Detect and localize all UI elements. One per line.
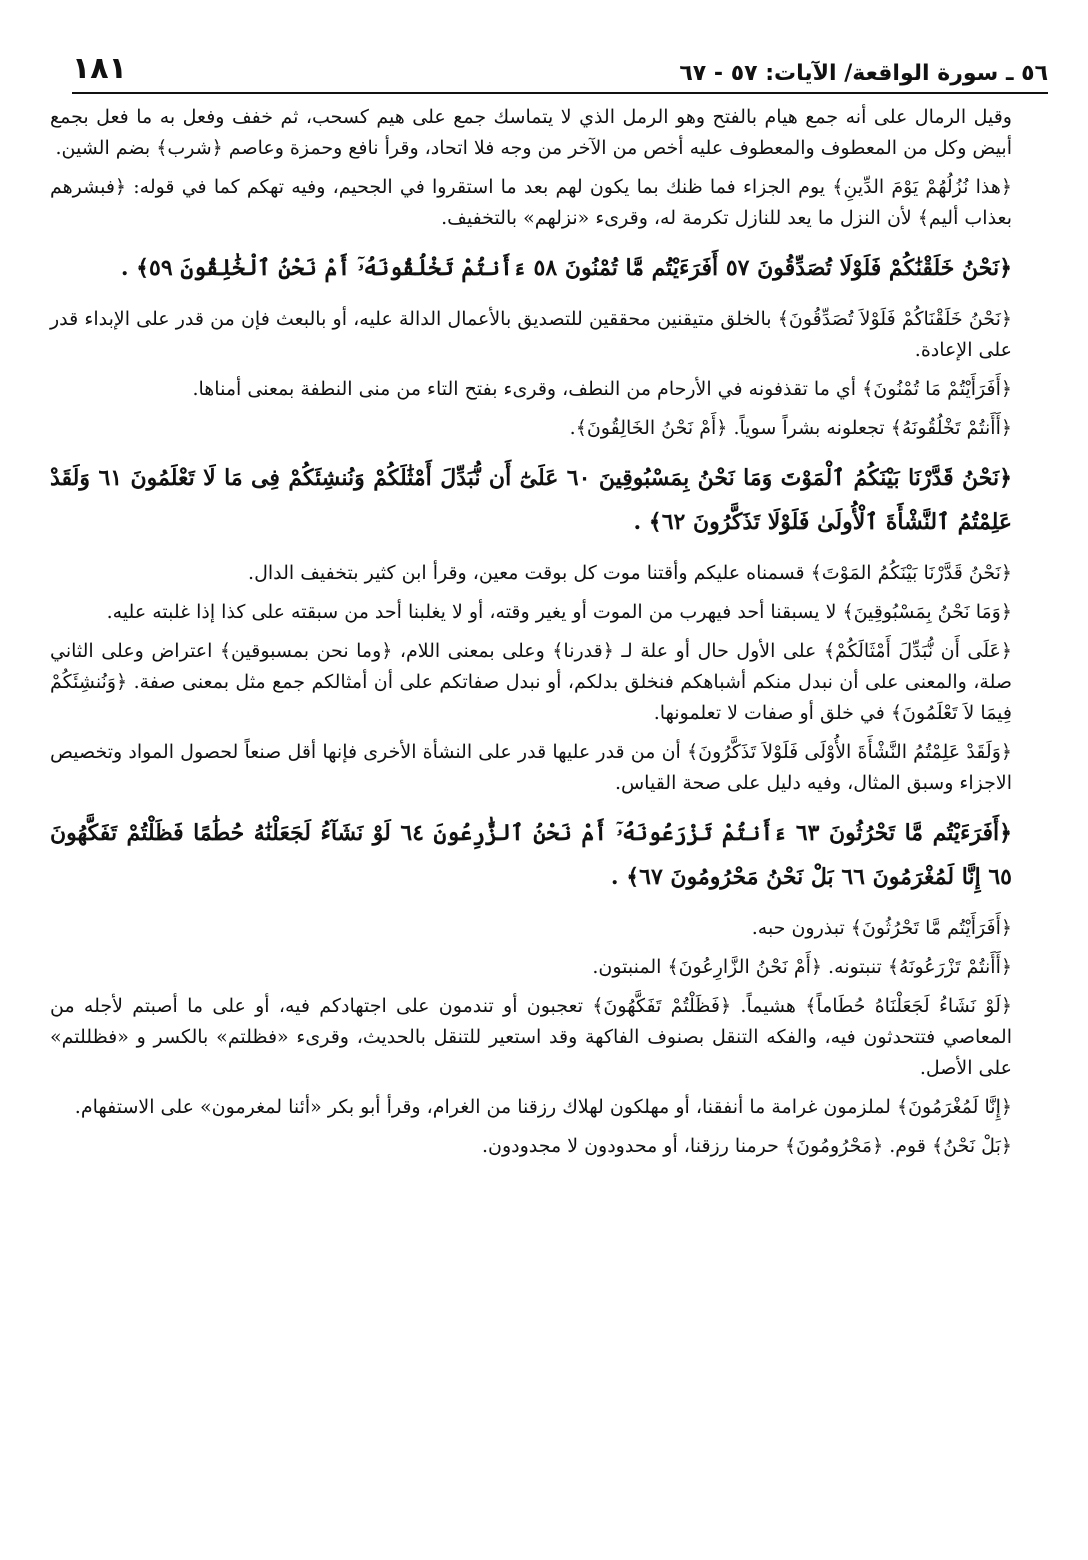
commentary-paragraph: ﴿نَحْنُ خَلَقْنَاكُمْ فَلَوْلاَ تُصَدِّقُونَ﴾ بالخلق متيقنين محققين للتصديق بالأعمال الدالة عليه، أو بالبعث فإن من قدر على الإبداء قدر على الإعادة. <box>50 308 1012 361</box>
quran-verse-block: ﴿أَفَرَءَيْتُم مَّا تَحْرُثُونَ ٦٣ ءَأَنتُمْ تَزْرَعُونَهُۥٓ أَمْ نَحْنُ ٱلزَّٰرِعُونَ ٦٤ لَوْ نَشَآءُ لَجَعَلْنَٰهُ حُطَٰمًا فَظَلْتُمْ تَفَكَّهُونَ ٦٥ إِنَّا لَمُغْرَمُونَ ٦٦ بَلْ نَحْنُ مَحْرُومُونَ ٦٧﴾ . <box>50 820 1012 890</box>
commentary-paragraph: ﴿هذا نُزُلُهُمْ يَوْمَ الدِّينِ﴾ يوم الجزاء فما ظنك بما يكون لهم بعد ما استقروا في الجحيم، وفيه تهكم كما في قوله: ﴿فبشرهم بعذاب أليم﴾ لأن النزل ما يعد للنازل تكرمة له، وقرىء «نزلهم» بالتخفيف. <box>50 176 1012 229</box>
running-title: ٥٦ ـ سورة الواقعة/ الآيات: ٥٧ - ٦٧ <box>679 61 1048 86</box>
commentary-paragraph: ﴿أَفَرَأَيْتُمْ مَا تُمْنُونَ﴾ أي ما تقذفونه في الأرحام من النطف، وقرىء بفتح التاء من منى النطفة بمعنى أمناها. <box>192 378 1012 400</box>
page-header <box>72 38 1048 94</box>
commentary-paragraph: ﴿أَفَرَأَيْتُم مَّا تَحْرُثُونَ﴾ تبذرون حبه. <box>751 917 1012 939</box>
commentary-paragraph: ﴿إِنَّا لَمُغْرَمُونَ﴾ لملزمون غرامة ما أنفقنا، أو مهلكون لهلاك رزقنا من الغرام، وقرأ أبو بكر «أئنا لمغرمون» على الاستفهام. <box>74 1096 1012 1118</box>
commentary-paragraph: ﴿عَلَى أَن نُّبَدِّلَ أَمْثَالَكُمْ﴾ على الأول حال أو علة لـ ﴿قدرنا﴾ وعلى بمعنى اللام، ﴿وما نحن بمسبوقين﴾ اعتراض وعلى الثاني صلة، والمعنى على أن نبدل منكم أشباهكم فنخلق بدلكم، أو نبدل صفاتكم على أن أمثالكم جمع مثل بمعنى صفة. ﴿وَنُنشِئَكُمْ فِيمَا لاَ تَعْلَمُونَ﴾ في خلق أو صفات لا تعلمونها. <box>50 640 1012 724</box>
commentary-paragraph: ﴿لَوْ نَشَاءُ لَجَعَلْنَاهُ حُطَاماً﴾ هشيماً. ﴿فَظَلْتُمْ تَفَكَّهُونَ﴾ تعجبون أو تندمون على اجتهادكم فيه، أو على ما أصبتم لأجله من المعاصي فتتحدثون فيه، والفكه التنقل بصنوف الفاكهة وقد استعير للتنقل بالحديث، وقرىء «فظلتم» بالكسر و «فظللتم» على الأصل. <box>50 995 1012 1079</box>
commentary-paragraph: ﴿أَأَنتُمْ تَخْلُقُونَهُ﴾ تجعلونه بشراً سوياً. ﴿أَمْ نَحْنُ الخَالِقُونَ﴾. <box>569 417 1012 439</box>
quran-verse-block: ﴿نَحْنُ خَلَقْنَٰكُمْ فَلَوْلَا تُصَدِّقُونَ ٥٧ أَفَرَءَيْتُم مَّا تُمْنُونَ ٥٨ ءَأَنتُمْ تَخْلُقُونَهُۥٓ أَمْ نَحْنُ ٱلْخَٰلِقُونَ ٥٩﴾ . <box>120 255 1012 281</box>
commentary-paragraph: ﴿أَأَنتُمْ تَزْرَعُونَهُ﴾ تنبتونه. ﴿أَمْ نَحْنُ الزَّارِعُونَ﴾ المنبتون. <box>592 956 1012 978</box>
commentary-paragraph: ﴿وَلَقَدْ عَلِمْتُمُ النَّشْأَةَ الأُوْلَى فَلَوْلاَ تَذَكَّرُونَ﴾ أن من قدر عليها قدر على النشأة الأخرى فإنها أقل صنعاً لحصول المواد وتخصيص الاجزاء وسبق المثال، وفيه دليل على صحة القياس. <box>50 741 1012 794</box>
commentary-paragraph: ﴿بَلْ نَحْنُ﴾ قوم. ﴿مَحْرُومُونَ﴾ حرمنا رزقنا، أو محدودون لا مجدودون. <box>481 1135 1012 1157</box>
page-body <box>50 102 1036 1170</box>
quran-verse-block: ﴿نَحْنُ قَدَّرْنَا بَيْنَكُمُ ٱلْمَوْتَ وَمَا نَحْنُ بِمَسْبُوقِينَ ٦٠ عَلَىٰٓ أَن نُّبَدِّلَ أَمْثَٰلَكُمْ وَنُنشِئَكُمْ فِى مَا لَا تَعْلَمُونَ ٦١ وَلَقَدْ عَلِمْتُمُ ٱلنَّشْأَةَ ٱلْأُولَىٰ فَلَوْلَا تَذَكَّرُونَ ٦٢﴾ . <box>50 465 1012 535</box>
commentary-paragraph: وقيل الرمال على أنه جمع هيام بالفتح وهو الرمل الذي لا يتماسك جمع على هيم كسحب، ثم خفف وفعل به ما فعل بجمع أبيض وكل من المعطوف والمعطوف عليه أخص من الآخر من وجه فلا اتحاد، وقرأ نافع وحمزة وعاصم ﴿شرب﴾ بضم الشين. <box>50 106 1012 159</box>
commentary-paragraph: ﴿نَحْنُ قَدَّرْنَا بَيْنَكُمُ المَوْتَ﴾ قسمناه عليكم وأقتنا موت كل بوقت معين، وقرأ ابن كثير بتخفيف الدال. <box>248 562 1012 584</box>
page-number: ١٨١ <box>72 51 127 86</box>
commentary-paragraph: ﴿وَمَا نَحْنُ بِمَسْبُوقِينَ﴾ لا يسبقنا أحد فيهرب من الموت أو يغير وقته، أو لا يغلبنا أحد من سبقته على كذا إذا غلبته عليه. <box>106 601 1012 623</box>
